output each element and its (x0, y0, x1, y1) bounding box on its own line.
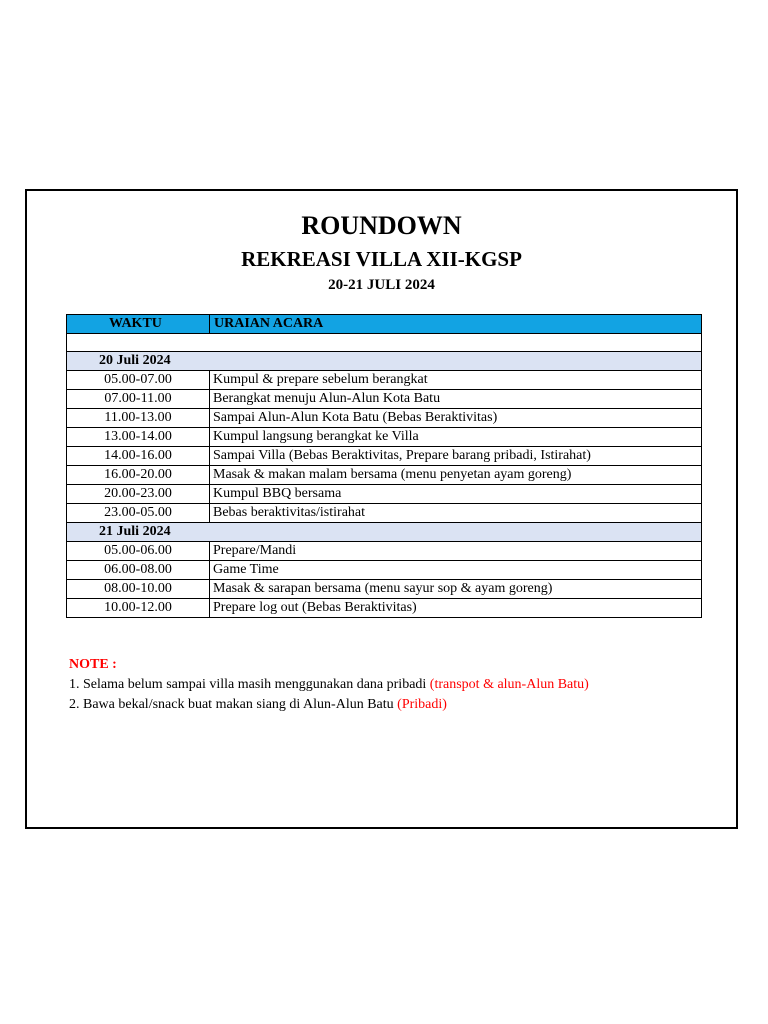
table-row (67, 428, 702, 447)
document-frame (25, 189, 738, 829)
table-row (67, 409, 702, 428)
table-row (67, 371, 702, 390)
description-cell: Sampai Alun-Alun Kota Batu (Bebas Beraktivitas) (210, 409, 702, 428)
day-label: 20 Juli 2024 (67, 352, 702, 371)
day-label: 21 Juli 2024 (67, 523, 702, 542)
description-cell: Masak & makan malam bersama (menu penyetan ayam goreng) (210, 466, 702, 485)
note-highlight: (Pribadi) (397, 697, 447, 712)
time-cell: 11.00-13.00 (67, 409, 210, 428)
table-row (67, 599, 702, 618)
description-cell: Masak & sarapan bersama (menu sayur sop & ayam goreng) (210, 580, 702, 599)
note-text: 1. Selama belum sampai villa masih menggunakan dana pribadi (69, 677, 430, 692)
day-header-row (67, 523, 702, 542)
table-row (67, 504, 702, 523)
notes-title: NOTE : (69, 657, 117, 672)
time-cell: 08.00-10.00 (67, 580, 210, 599)
time-cell: 10.00-12.00 (67, 599, 210, 618)
page-subtitle: REKREASI VILLA XII-KGSP (241, 247, 522, 271)
description-cell: Kumpul BBQ bersama (210, 485, 702, 504)
time-cell: 13.00-14.00 (67, 428, 210, 447)
time-cell: 20.00-23.00 (67, 485, 210, 504)
table-row (67, 561, 702, 580)
description-cell: Sampai Villa (Bebas Beraktivitas, Prepare barang pribadi, Istirahat) (210, 447, 702, 466)
description-cell: Bebas beraktivitas/istirahat (210, 504, 702, 523)
table-row (67, 447, 702, 466)
time-cell: 07.00-11.00 (67, 390, 210, 409)
table-header-row (67, 315, 702, 334)
description-cell: Berangkat menuju Alun-Alun Kota Batu (210, 390, 702, 409)
note-highlight: (transpot & alun-Alun Batu) (429, 677, 589, 692)
time-cell: 05.00-07.00 (67, 371, 210, 390)
time-cell: 05.00-06.00 (67, 542, 210, 561)
time-cell: 23.00-05.00 (67, 504, 210, 523)
notes-section (69, 655, 589, 715)
table-row (67, 542, 702, 561)
column-header-description: URAIAN ACARA (210, 315, 702, 334)
note-text: 2. Bawa bekal/snack buat makan siang di Alun-Alun Batu (69, 697, 398, 712)
column-header-time: WAKTU (67, 315, 210, 334)
day-header-row (67, 352, 702, 371)
event-date: 20-21 JULI 2024 (328, 277, 435, 293)
schedule-table (66, 314, 702, 618)
note-item (69, 675, 589, 695)
time-cell: 06.00-08.00 (67, 561, 210, 580)
spacer-row (67, 334, 702, 352)
table-row (67, 466, 702, 485)
table-row (67, 390, 702, 409)
note-item (69, 695, 589, 715)
description-cell: Prepare/Mandi (210, 542, 702, 561)
time-cell: 14.00-16.00 (67, 447, 210, 466)
table-row (67, 580, 702, 599)
description-cell: Kumpul & prepare sebelum berangkat (210, 371, 702, 390)
page-title: ROUNDOWN (301, 211, 462, 240)
description-cell: Game Time (210, 561, 702, 580)
description-cell: Prepare log out (Bebas Beraktivitas) (210, 599, 702, 618)
time-cell: 16.00-20.00 (67, 466, 210, 485)
description-cell: Kumpul langsung berangkat ke Villa (210, 428, 702, 447)
table-row (67, 485, 702, 504)
